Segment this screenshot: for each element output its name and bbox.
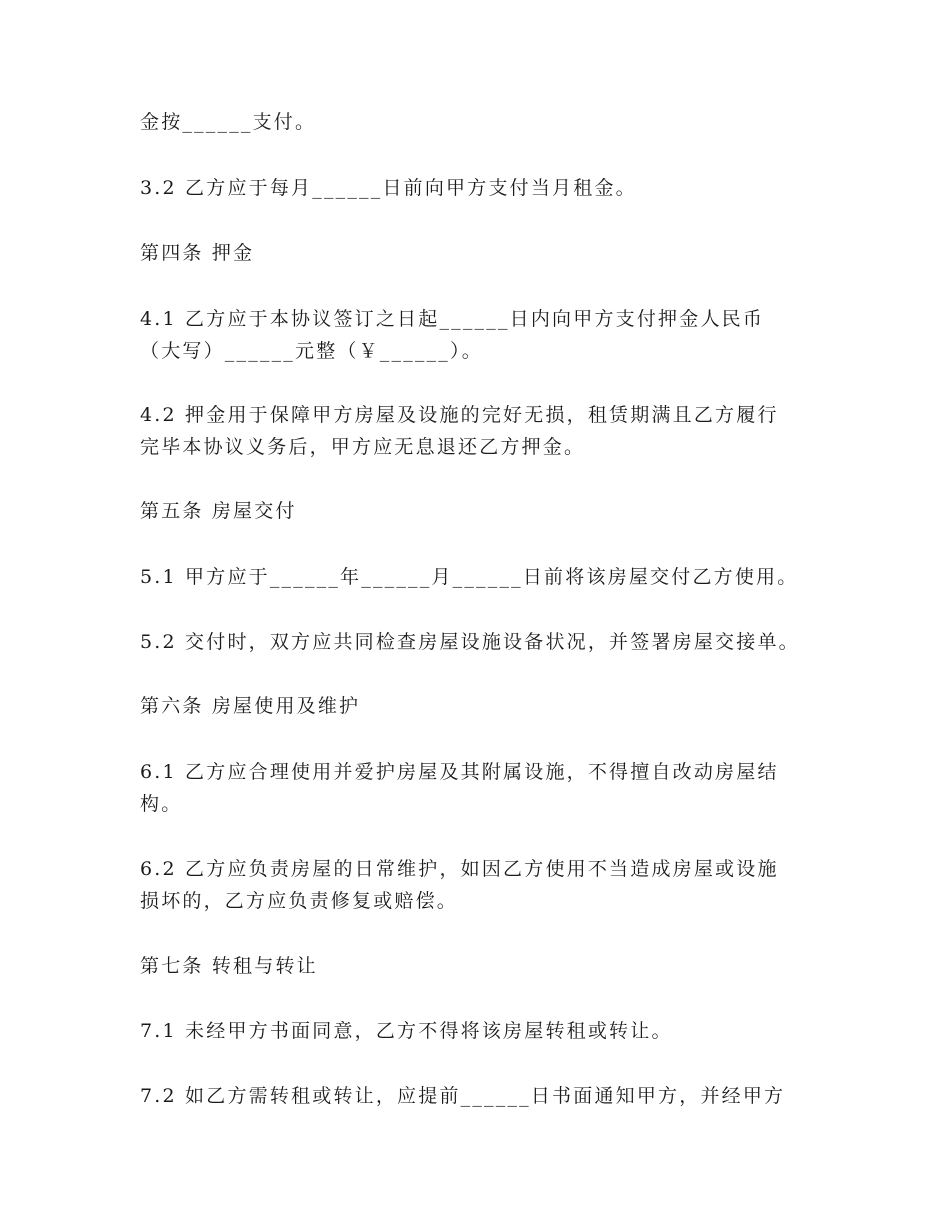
heading-text: 第四条 押金 [140, 242, 255, 264]
text-line: 7.1 未经甲方书面同意，乙方不得将该房屋转租或转让。 [140, 1020, 673, 1042]
article-5-heading [140, 495, 840, 527]
heading-text: 第五条 房屋交付 [140, 500, 297, 522]
text-line: 6.2 乙方应负责房屋的日常维护，如因乙方使用不当造成房屋或设施 [140, 858, 779, 880]
text-line: 3.2 乙方应于每月______日前向甲方支付当月租金。 [140, 177, 637, 199]
text-line: 完毕本协议义务后，甲方应无息退还乙方押金。 [140, 436, 586, 458]
article-7-heading [140, 950, 840, 982]
clause-4-2 [140, 399, 840, 463]
clause-7-2 [140, 1080, 840, 1112]
clause-6-2 [140, 853, 840, 917]
heading-text: 第六条 房屋使用及维护 [140, 695, 361, 717]
heading-text: 第七条 转租与转让 [140, 955, 318, 977]
clause-5-2 [140, 626, 840, 658]
text-line: 4.1 乙方应于本协议签订之日起______日内向甲方支付押金人民币 [140, 308, 765, 330]
article-6-heading [140, 690, 840, 722]
text-line: 损坏的，乙方应负责修复或赔偿。 [140, 890, 459, 912]
text-line: 5.2 交付时，双方应共同检查房屋设施设备状况，并签署房屋交接单。 [140, 631, 800, 653]
text-line: 金按______支付。 [140, 111, 317, 133]
clause-4-1 [140, 303, 840, 367]
text-line: 7.2 如乙方需转租或转让，应提前______日书面通知甲方，并经甲方 [140, 1085, 786, 1107]
text-line: （大写）______元整（￥______）。 [140, 340, 483, 362]
text-line: 5.1 甲方应于______年______月______日前将该房屋交付乙方使用。 [140, 566, 799, 588]
clause-3-2 [140, 172, 840, 204]
article-4-heading [140, 237, 840, 269]
clause-6-1 [140, 756, 840, 820]
clause-5-1 [140, 561, 840, 593]
text-line: 构。 [140, 793, 183, 815]
text-line: 4.2 押金用于保障甲方房屋及设施的完好无损，租赁期满且乙方履行 [140, 404, 779, 426]
clause-7-1 [140, 1015, 840, 1047]
text-line: 6.1 乙方应合理使用并爱护房屋及其附属设施，不得擅自改动房屋结 [140, 761, 779, 783]
paragraph-continuation [140, 106, 840, 138]
